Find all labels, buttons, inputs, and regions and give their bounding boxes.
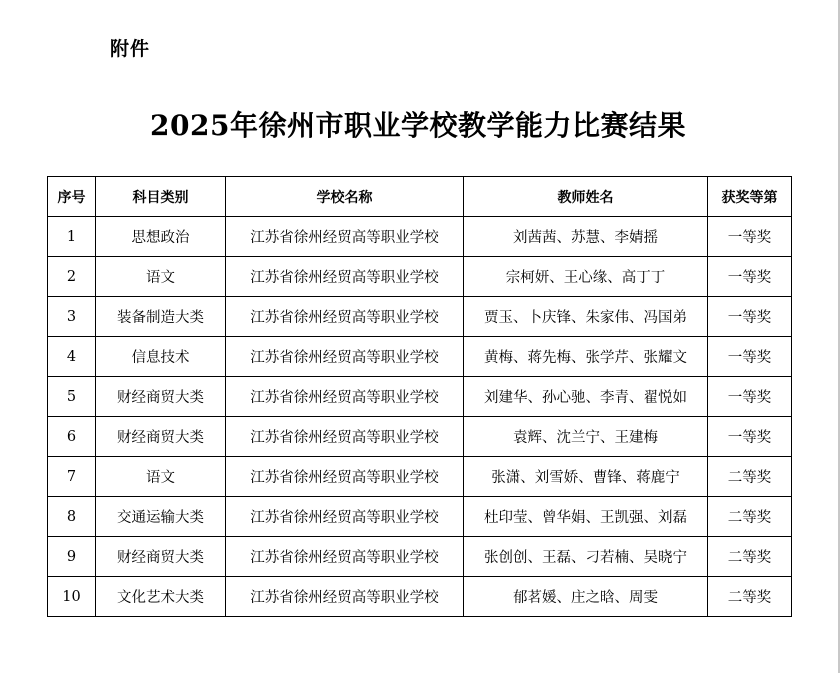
cell-index: 3 xyxy=(48,297,96,337)
cell-school: 江苏省徐州经贸高等职业学校 xyxy=(226,497,464,537)
cell-index: 1 xyxy=(48,217,96,257)
cell-index: 5 xyxy=(48,377,96,417)
table-row xyxy=(48,377,792,417)
cell-teachers: 宗柯妍、王心缘、高丁丁 xyxy=(464,257,708,297)
table-row xyxy=(48,257,792,297)
cell-award: 一等奖 xyxy=(708,257,792,297)
cell-category: 文化艺术大类 xyxy=(96,577,226,617)
cell-award: 二等奖 xyxy=(708,457,792,497)
cell-category: 语文 xyxy=(96,457,226,497)
cell-school: 江苏省徐州经贸高等职业学校 xyxy=(226,377,464,417)
attachment-label: 附件 xyxy=(110,38,151,60)
cell-award: 二等奖 xyxy=(708,577,792,617)
cell-award: 一等奖 xyxy=(708,337,792,377)
cell-school: 江苏省徐州经贸高等职业学校 xyxy=(226,537,464,577)
cell-award: 一等奖 xyxy=(708,377,792,417)
cell-teachers: 刘建华、孙心驰、李青、翟悦如 xyxy=(464,377,708,417)
cell-teachers: 袁辉、沈兰宁、王建梅 xyxy=(464,417,708,457)
cell-award: 一等奖 xyxy=(708,297,792,337)
cell-index: 4 xyxy=(48,337,96,377)
header-category: 科目类别 xyxy=(96,177,226,217)
table-row xyxy=(48,457,792,497)
cell-school: 江苏省徐州经贸高等职业学校 xyxy=(226,577,464,617)
cell-teachers: 张创创、王磊、刁若楠、吴晓宁 xyxy=(464,537,708,577)
cell-index: 9 xyxy=(48,537,96,577)
cell-school: 江苏省徐州经贸高等职业学校 xyxy=(226,257,464,297)
cell-category: 财经商贸大类 xyxy=(96,537,226,577)
table-row xyxy=(48,217,792,257)
cell-index: 2 xyxy=(48,257,96,297)
header-teachers: 教师姓名 xyxy=(464,177,708,217)
cell-teachers: 张潇、刘雪娇、曹锋、蒋鹿宁 xyxy=(464,457,708,497)
table-row xyxy=(48,417,792,457)
table-row xyxy=(48,537,792,577)
results-table xyxy=(47,176,792,617)
cell-index: 7 xyxy=(48,457,96,497)
cell-category: 信息技术 xyxy=(96,337,226,377)
cell-teachers: 刘茜茜、苏慧、李婧摇 xyxy=(464,217,708,257)
cell-category: 装备制造大类 xyxy=(96,297,226,337)
table-row xyxy=(48,297,792,337)
cell-category: 财经商贸大类 xyxy=(96,377,226,417)
cell-school: 江苏省徐州经贸高等职业学校 xyxy=(226,337,464,377)
cell-school: 江苏省徐州经贸高等职业学校 xyxy=(226,457,464,497)
cell-school: 江苏省徐州经贸高等职业学校 xyxy=(226,297,464,337)
table-header-row xyxy=(48,177,792,217)
cell-index: 10 xyxy=(48,577,96,617)
document-title: 2025年徐州市职业学校教学能力比赛结果 xyxy=(150,109,686,142)
header-school: 学校名称 xyxy=(226,177,464,217)
cell-category: 语文 xyxy=(96,257,226,297)
cell-index: 6 xyxy=(48,417,96,457)
cell-school: 江苏省徐州经贸高等职业学校 xyxy=(226,217,464,257)
cell-teachers: 黄梅、蒋先梅、张学芹、张耀文 xyxy=(464,337,708,377)
cell-award: 一等奖 xyxy=(708,217,792,257)
table-row xyxy=(48,577,792,617)
cell-teachers: 郁茗媛、庄之晗、周雯 xyxy=(464,577,708,617)
cell-category: 财经商贸大类 xyxy=(96,417,226,457)
cell-award: 二等奖 xyxy=(708,537,792,577)
header-award: 获奖等第 xyxy=(708,177,792,217)
header-index: 序号 xyxy=(48,177,96,217)
cell-award: 一等奖 xyxy=(708,417,792,457)
cell-award: 二等奖 xyxy=(708,497,792,537)
cell-category: 交通运输大类 xyxy=(96,497,226,537)
cell-teachers: 杜印莹、曾华娟、王凯强、刘磊 xyxy=(464,497,708,537)
cell-category: 思想政治 xyxy=(96,217,226,257)
cell-school: 江苏省徐州经贸高等职业学校 xyxy=(226,417,464,457)
cell-teachers: 贾玉、卜庆锋、朱家伟、冯国弟 xyxy=(464,297,708,337)
cell-index: 8 xyxy=(48,497,96,537)
table-row xyxy=(48,497,792,537)
table-row xyxy=(48,337,792,377)
